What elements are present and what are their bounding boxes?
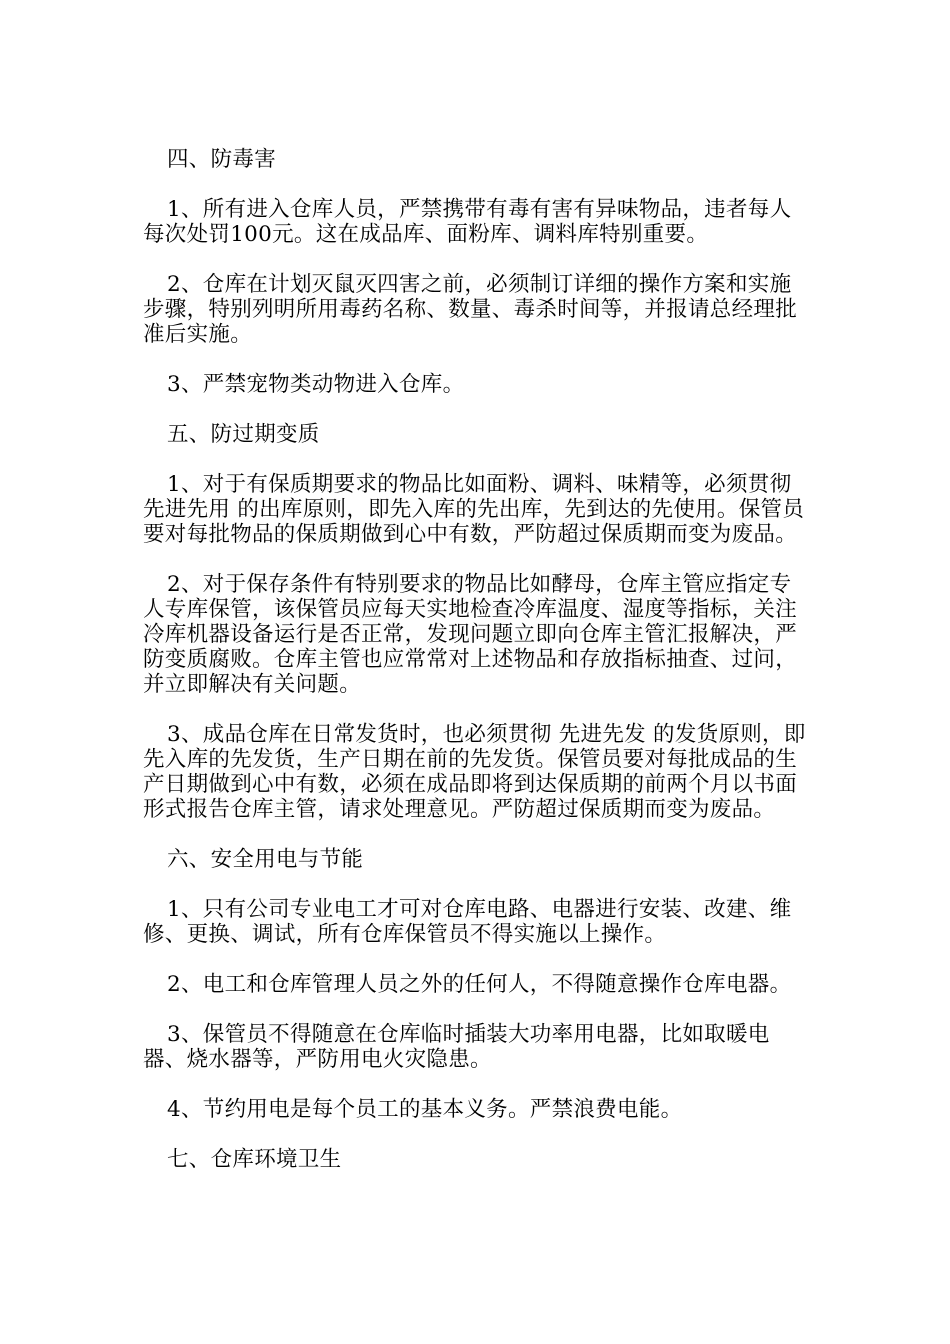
paragraph: 1、只有公司专业电工才可对仓库电路、电器进行安装、改建、维修、更换、调试，所有仓库保管员不得实施以上操作。 [143,897,792,947]
paragraph: 1、对于有保质期要求的物品比如面粉、调料、味精等，必须贯彻 先进先用 的出库原则，即先入库的先出库，先到达的先使用。保管员要对每批物品的保质期做到心中有数，严防超过保质期而变为废品。 [143,472,805,547]
paragraph: 3、严禁宠物类动物进入仓库。 [167,372,465,397]
document-page [143,147,813,1197]
section-heading-electricity: 六、安全用电与节能 [167,847,364,872]
paragraph: 2、对于保存条件有特别要求的物品比如酵母，仓库主管应指定专人专库保管，该保管员应每天实地检查冷库温度、湿度等指标，关注冷库机器设备运行是否正常，发现问题立即向仓库主管汇报解决，严防变质腐败。仓库主管也应常常对上述物品和存放指标抽查、过问，并立即解决有关问题。 [143,572,798,697]
paragraph: 3、成品仓库在日常发货时，也必须贯彻 先进先发 的发货原则，即先入库的先发货，生产日期在前的先发货。保管员要对每批成品的生产日期做到心中有数，必须在成品即将到达保质期的前两个月以书面形式报告仓库主管，请求处理意见。严防超过保质期而变为废品。 [143,722,806,822]
paragraph: 3、保管员不得随意在仓库临时插装大功率用电器，比如取暖电器、烧水器等，严防用电火灾隐患。 [143,1022,770,1072]
paragraph: 2、电工和仓库管理人员之外的任何人，不得随意操作仓库电器。 [167,972,792,997]
paragraph: 1、所有进入仓库人员，严禁携带有毒有害有异味物品，违者每人每次处罚100元。这在成品库、面粉库、调料库特别重要。 [143,197,792,247]
section-heading-hygiene: 七、仓库环境卫生 [167,1147,342,1172]
section-heading-anti-expiry: 五、防过期变质 [167,422,320,447]
section-heading-anti-poison: 四、防毒害 [167,147,277,172]
paragraph: 2、仓库在计划灭鼠灭四害之前，必须制订详细的操作方案和实施步骤，特别列明所用毒药名称、数量、毒杀时间等，并报请总经理批准后实施。 [143,272,798,347]
paragraph: 4、节约用电是每个员工的基本义务。严禁浪费电能。 [167,1097,683,1122]
